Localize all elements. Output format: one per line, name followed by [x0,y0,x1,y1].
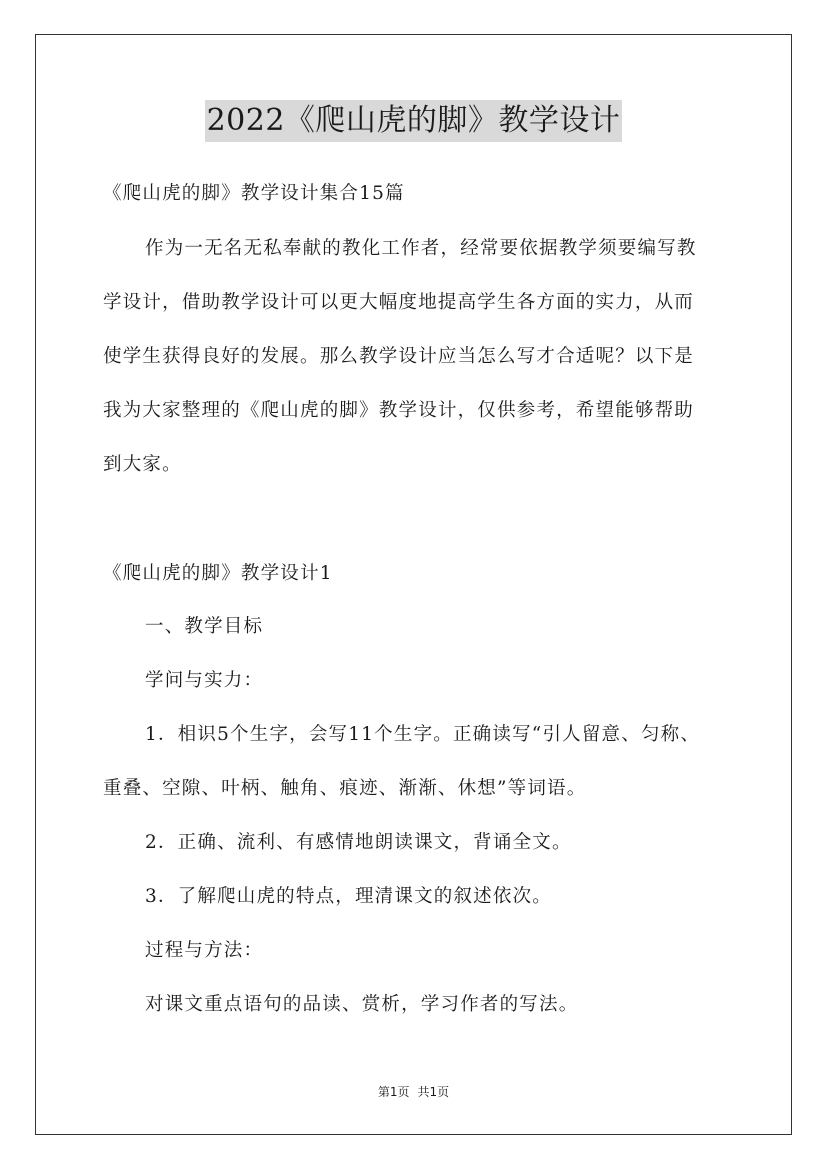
intro-line-1: 作为一无名无私奉献的教化工作者，经常要依据教学须要编写教 [145,238,697,259]
document-title: 2022《爬山虎的脚》教学设计 [205,100,623,142]
item-1-line-2: 重叠、空隙、叶柄、触角、痕迹、渐渐、休想”等词语。 [103,778,587,799]
item-1-line-1: 1．相识5个生字，会写11个生字。正确读写“引人留意、匀称、 [145,724,701,745]
title-area [0,100,827,142]
goal-heading: 一、教学目标 [145,616,264,637]
intro-line-2: 学设计，借助教学设计可以更大幅度地提高学生各方面的实力，从而 [103,292,695,313]
document-subtitle: 《爬山虎的脚》教学设计集合15篇 [103,183,405,204]
process-heading: 过程与方法： [145,940,264,961]
intro-line-3: 使学生获得良好的发展。那么教学设计应当怎么写才合适呢？以下是 [103,346,695,367]
process-line: 对课文重点语句的品读、赏析，学习作者的写法。 [145,994,579,1015]
page-number: 第1页 [377,1085,410,1099]
intro-line-5: 到大家。 [103,454,182,475]
page-footer [0,1084,827,1100]
section-heading: 《爬山虎的脚》教学设计1 [103,563,333,584]
intro-line-4: 我为大家整理的《爬山虎的脚》教学设计，仅供参考，希望能够帮助 [103,400,695,421]
item-3: 3．了解爬山虎的特点，理清课文的叙述依次。 [145,886,552,907]
page-total: 共1页 [417,1085,450,1099]
knowledge-heading: 学问与实力： [145,670,264,691]
item-2: 2．正确、流利、有感情地朗读课文，背诵全文。 [145,832,572,853]
